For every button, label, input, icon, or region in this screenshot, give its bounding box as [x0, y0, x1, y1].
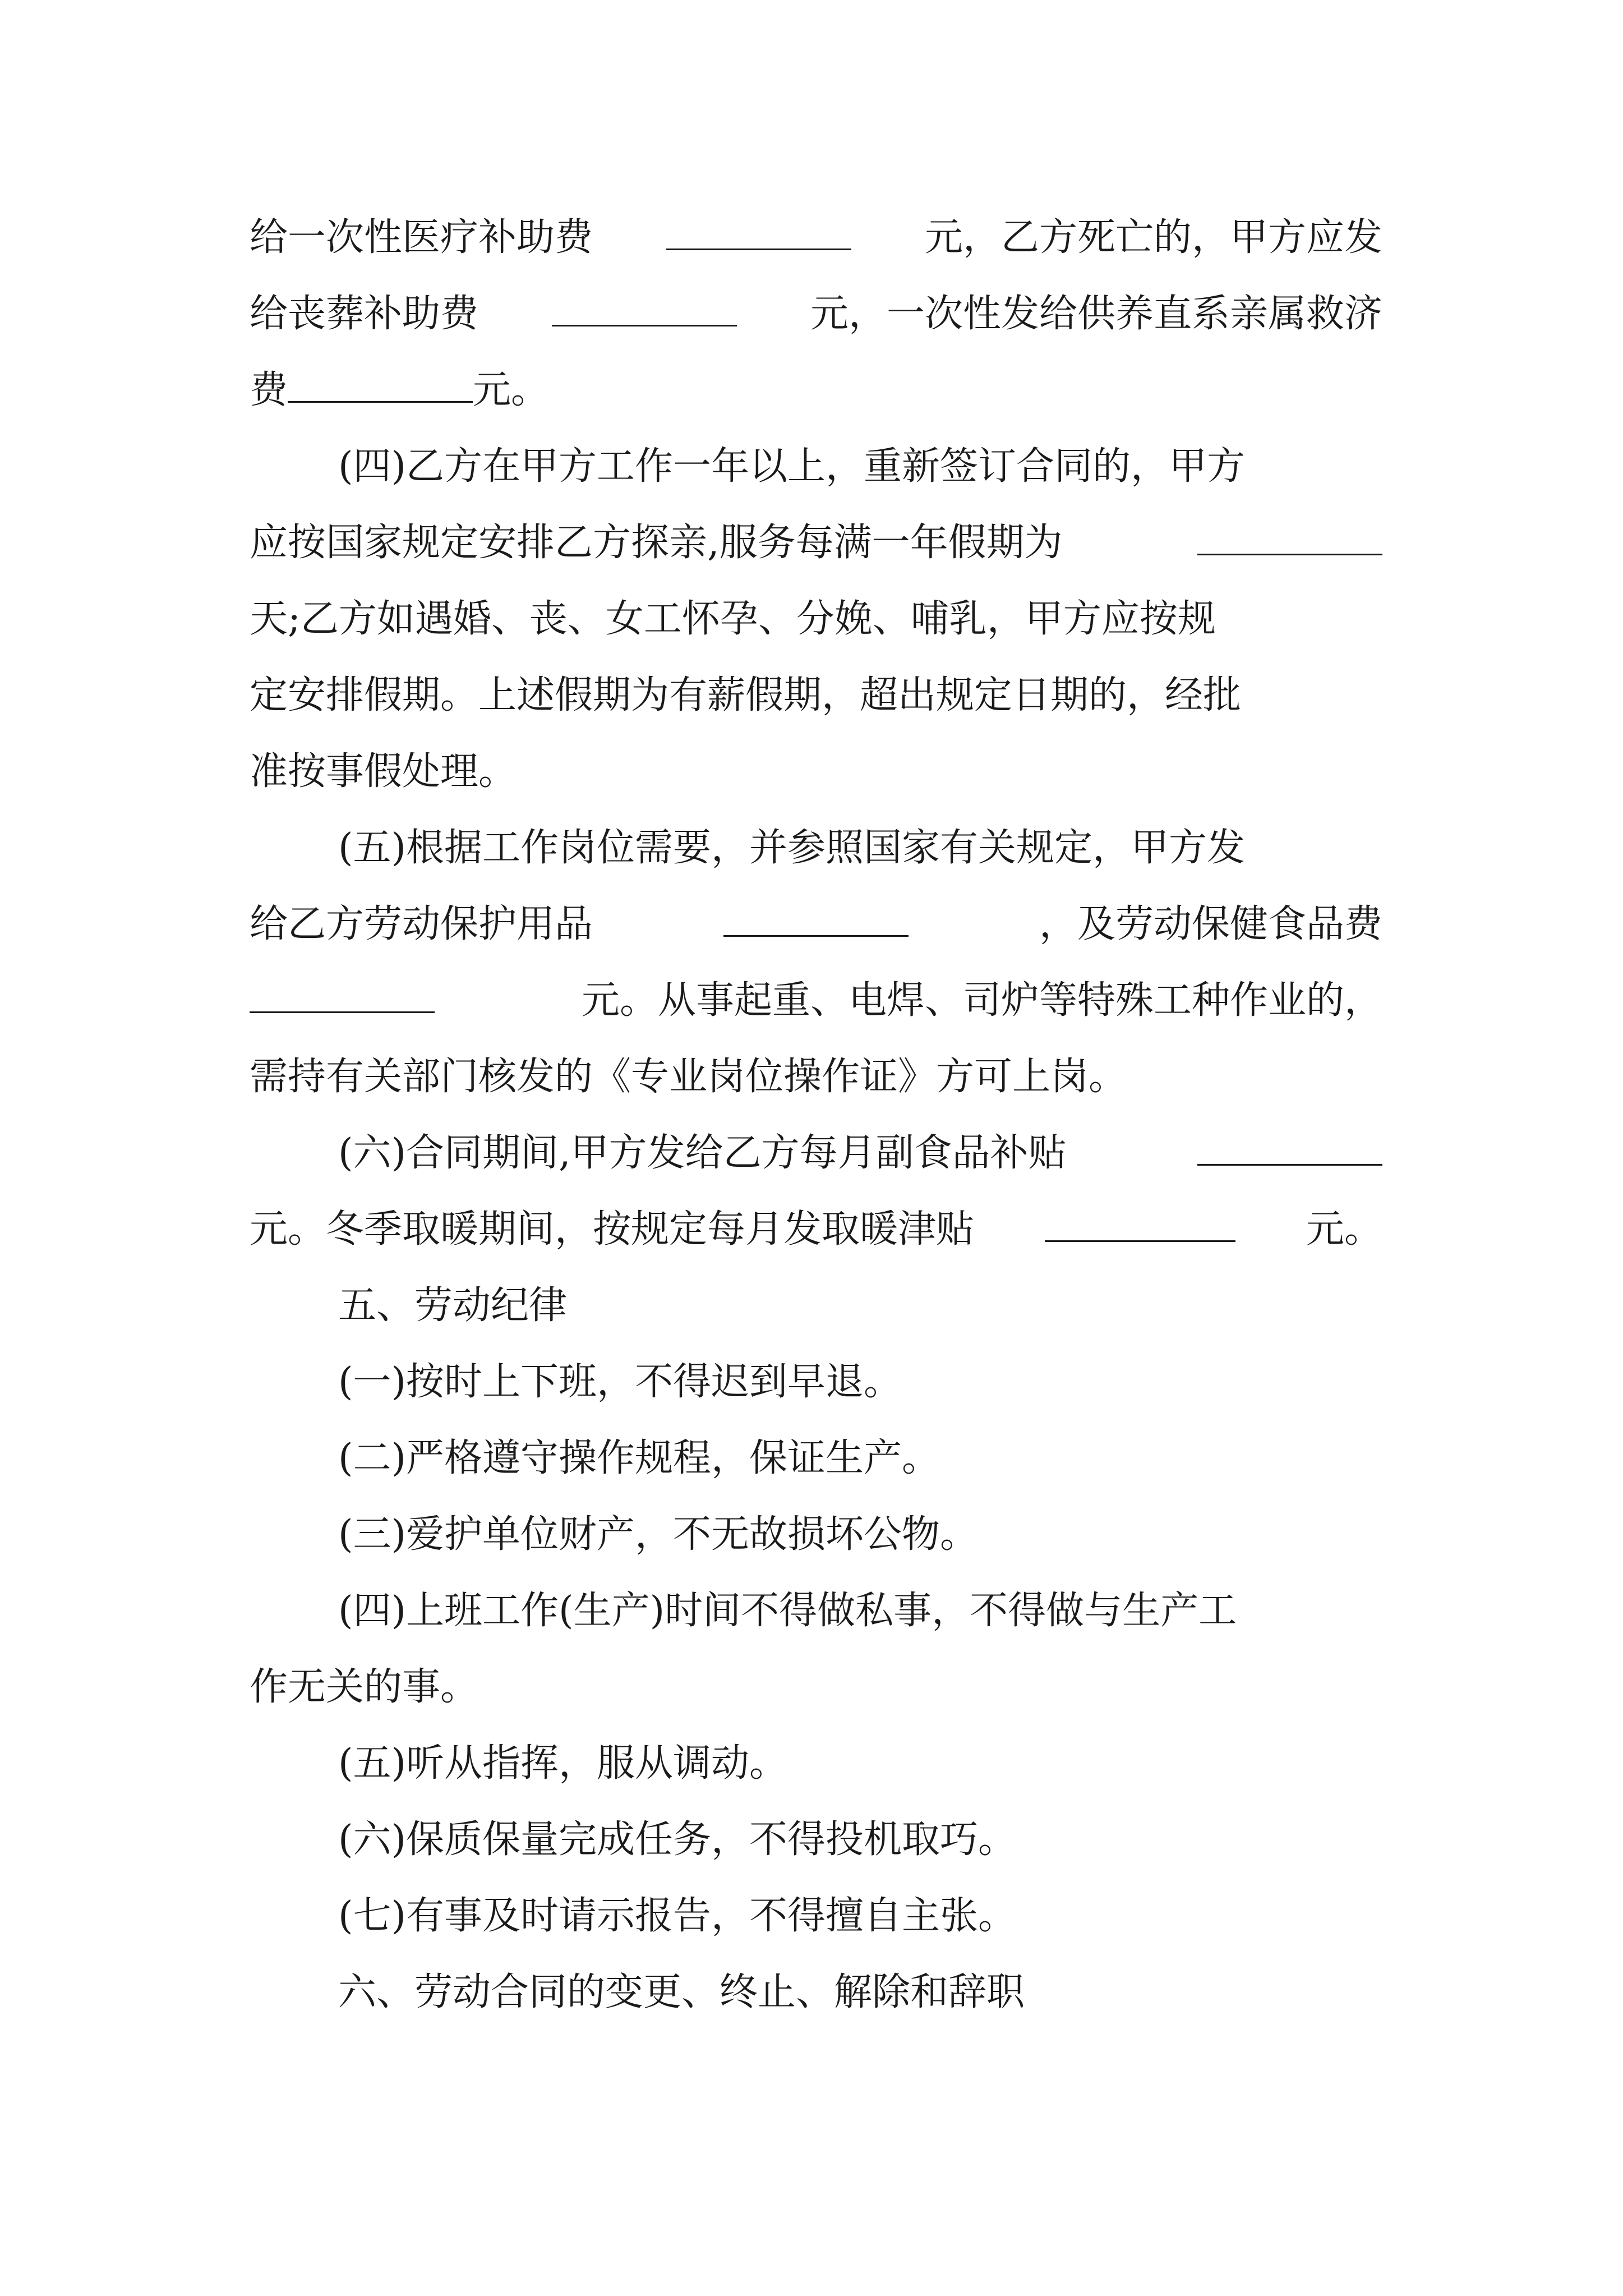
- text-segment: 元。: [473, 368, 550, 412]
- paragraph-line: [250, 1497, 1382, 1573]
- paragraph-line: [250, 1802, 1382, 1878]
- fill-in-blank[interactable]: [723, 901, 909, 937]
- fill-in-blank[interactable]: [250, 978, 435, 1013]
- text-segment: 元。: [1306, 1207, 1382, 1251]
- heading-text: 五、劳动纪律: [338, 1283, 568, 1328]
- paragraph-line: [250, 1573, 1382, 1649]
- text-segment: 给丧葬补助费: [250, 292, 479, 336]
- text-segment: (七)有事及时请示报告，不得擅自主张。: [338, 1894, 1017, 1938]
- paragraph-line: [250, 1649, 1382, 1726]
- paragraph-line: [250, 734, 1382, 810]
- paragraph-line: [250, 429, 1382, 505]
- paragraph-line: [250, 1115, 1382, 1191]
- text-segment: 应按国家规定安排乙方探亲,服务每满一年假期为: [250, 521, 1063, 565]
- paragraph-line: [250, 1191, 1382, 1268]
- text-segment: 元，乙方死亡的，甲方应发: [924, 215, 1382, 260]
- paragraph-line: [250, 1726, 1382, 1802]
- paragraph-line: [250, 657, 1382, 734]
- paragraph-line: [250, 200, 1382, 276]
- text-segment: (三)爱护单位财产，不无故损坏公物。: [338, 1512, 979, 1557]
- text-segment: ，及劳动保健食品费: [1039, 902, 1382, 946]
- section-heading: [250, 1268, 1382, 1344]
- text-segment: 元。冬季取暖期间，按规定每月发取暖津贴: [250, 1207, 975, 1251]
- paragraph-line: [250, 352, 1382, 429]
- document-body: [250, 200, 1382, 2031]
- paragraph-line: [250, 1039, 1382, 1115]
- text-segment: (六)合同期间,甲方发给乙方每月副食品补贴: [338, 1131, 1067, 1175]
- fill-in-blank[interactable]: [666, 215, 851, 250]
- text-segment: 给乙方劳动保护用品: [250, 902, 593, 946]
- text-segment: (六)保质保量完成任务，不得投机取巧。: [338, 1818, 1017, 1862]
- paragraph-line: [250, 810, 1382, 886]
- text-segment: 准按事假处理。: [250, 749, 517, 794]
- text-segment: 定安排假期。上述假期为有薪假期，超出规定日期的，经批: [250, 673, 1242, 717]
- paragraph-line: [250, 1420, 1382, 1497]
- text-segment: 费: [250, 368, 288, 412]
- heading-text: 六、劳动合同的变更、终止、解除和辞职: [338, 1970, 1025, 2014]
- text-segment: (一)按时上下班，不得迟到早退。: [338, 1360, 902, 1404]
- paragraph-line: [250, 1344, 1382, 1420]
- fill-in-blank[interactable]: [1045, 1207, 1235, 1242]
- fill-in-blank[interactable]: [1197, 520, 1382, 555]
- paragraph-line: [250, 505, 1382, 581]
- text-segment: (五)听从指挥，服从调动。: [338, 1741, 788, 1786]
- text-segment: (四)上班工作(生产)时间不得做私事，不得做与生产工: [338, 1589, 1237, 1633]
- paragraph-line: [250, 963, 1382, 1039]
- fill-in-blank[interactable]: [288, 367, 473, 403]
- fill-in-blank[interactable]: [552, 291, 737, 326]
- paragraph-line: [250, 581, 1382, 657]
- text-segment: 元。从事起重、电焊、司炉等特殊工种作业的，: [581, 978, 1382, 1023]
- section-heading: [250, 1954, 1382, 2031]
- paragraph-line: [250, 886, 1382, 963]
- text-segment: 需持有关部门核发的《专业岗位操作证》方可上岗。: [250, 1055, 1127, 1099]
- fill-in-blank[interactable]: [1197, 1130, 1382, 1166]
- text-segment: 作无关的事。: [250, 1665, 479, 1709]
- text-segment: (二)严格遵守操作规程，保证生产。: [338, 1436, 940, 1480]
- text-segment: 天;乙方如遇婚、丧、女工怀孕、分娩、哺乳，甲方应按规: [250, 597, 1216, 641]
- paragraph-line: [250, 276, 1382, 352]
- paragraph-line: [250, 1878, 1382, 1954]
- text-segment: 元，一次性发给供养直系亲属救济: [810, 292, 1382, 336]
- text-segment: (四)乙方在甲方工作一年以上，重新签订合同的，甲方: [338, 444, 1246, 489]
- text-segment: (五)根据工作岗位需要，并参照国家有关规定，甲方发: [338, 826, 1246, 870]
- text-segment: 给一次性医疗补助费: [250, 215, 593, 260]
